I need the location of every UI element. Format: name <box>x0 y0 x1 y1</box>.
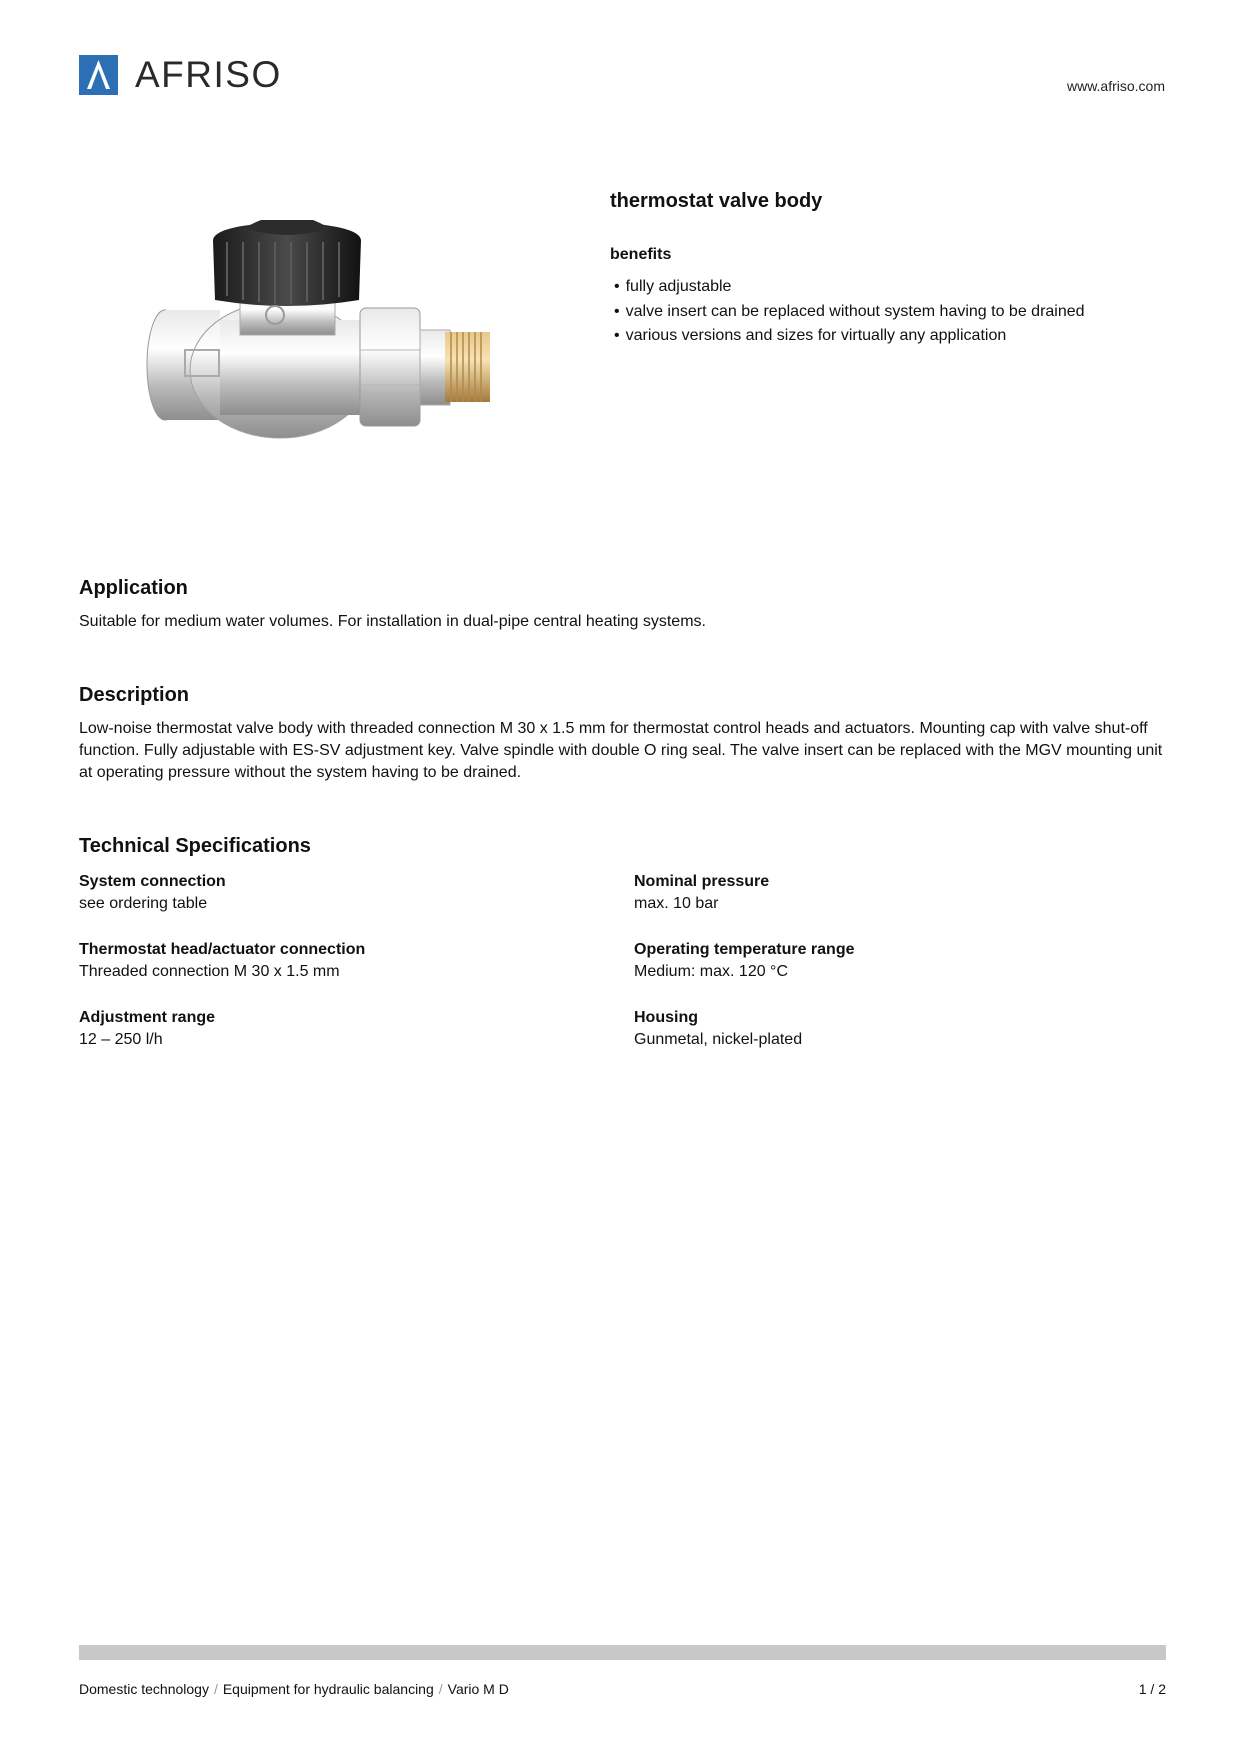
spec-value: 12 – 250 l/h <box>79 1031 163 1048</box>
footer <box>79 1681 1166 1697</box>
logo-text: AFRISO <box>135 54 282 95</box>
technical-specifications-heading: Technical Specifications <box>79 835 311 857</box>
breadcrumb-separator: / <box>438 1681 443 1697</box>
spec-label: Thermostat head/actuator connection <box>79 941 366 958</box>
spec-label: Adjustment range <box>79 1009 216 1026</box>
afriso-logo <box>79 55 282 95</box>
breadcrumb-separator: / <box>213 1681 218 1697</box>
spec-label: Operating temperature range <box>634 941 855 958</box>
breadcrumb-item[interactable]: Vario M D <box>447 1681 509 1697</box>
thermostat-valve-body-photo-icon <box>145 220 555 500</box>
spec-value: max. 10 bar <box>634 895 719 912</box>
application-text: Suitable for medium water volumes. For installation in dual-pipe central heating systems. <box>79 613 706 630</box>
breadcrumb-item[interactable]: Domestic technology <box>79 1681 209 1697</box>
spec-housing <box>634 1007 1114 1051</box>
description-heading: Description <box>79 684 190 706</box>
product-image <box>145 220 555 500</box>
spec-value: Medium: max. 120 °C <box>634 963 789 980</box>
spec-operating-temperature <box>634 939 1114 983</box>
spec-adjustment-range <box>79 1007 559 1051</box>
benefit-item: • valve insert can be replaced without system having to be drained <box>614 301 1085 326</box>
footer-divider <box>79 1645 1166 1660</box>
website-link[interactable]: www.afriso.com <box>1066 78 1165 94</box>
spec-label: System connection <box>79 873 226 890</box>
benefit-item: • fully adjustable <box>614 276 1085 301</box>
afriso-logo-icon <box>79 55 118 95</box>
breadcrumb <box>79 1681 509 1697</box>
spec-nominal-pressure <box>634 871 1114 915</box>
application-heading: Application <box>79 577 188 599</box>
product-title: thermostat valve body <box>610 190 823 212</box>
description-text: Low-noise thermostat valve body with threaded connection M 30 x 1.5 mm for thermostat control heads and actuators. Mounting cap with valve shut-off function. Fully adjustable with ES-SV adjustment key. Valve spindle with double O ring seal. The valve insert can be replaced with the MGV mounting unit at operating pressure without the system having to be drained. <box>79 720 1163 781</box>
spec-value: see ordering table <box>79 895 208 912</box>
benefits-title: benefits <box>610 246 672 263</box>
spec-value: Threaded connection M 30 x 1.5 mm <box>79 963 340 980</box>
breadcrumb-item[interactable]: Equipment for hydraulic balancing <box>222 1681 434 1697</box>
page-number: 1 / 2 <box>1138 1681 1166 1697</box>
benefits-list <box>614 276 1085 350</box>
spec-label: Housing <box>634 1009 698 1026</box>
spec-system-connection <box>79 871 559 915</box>
spec-thermostat-connection <box>79 939 559 983</box>
benefit-item: • various versions and sizes for virtually any application <box>614 325 1085 350</box>
spec-value: Gunmetal, nickel-plated <box>634 1031 803 1048</box>
spec-label: Nominal pressure <box>634 873 770 890</box>
